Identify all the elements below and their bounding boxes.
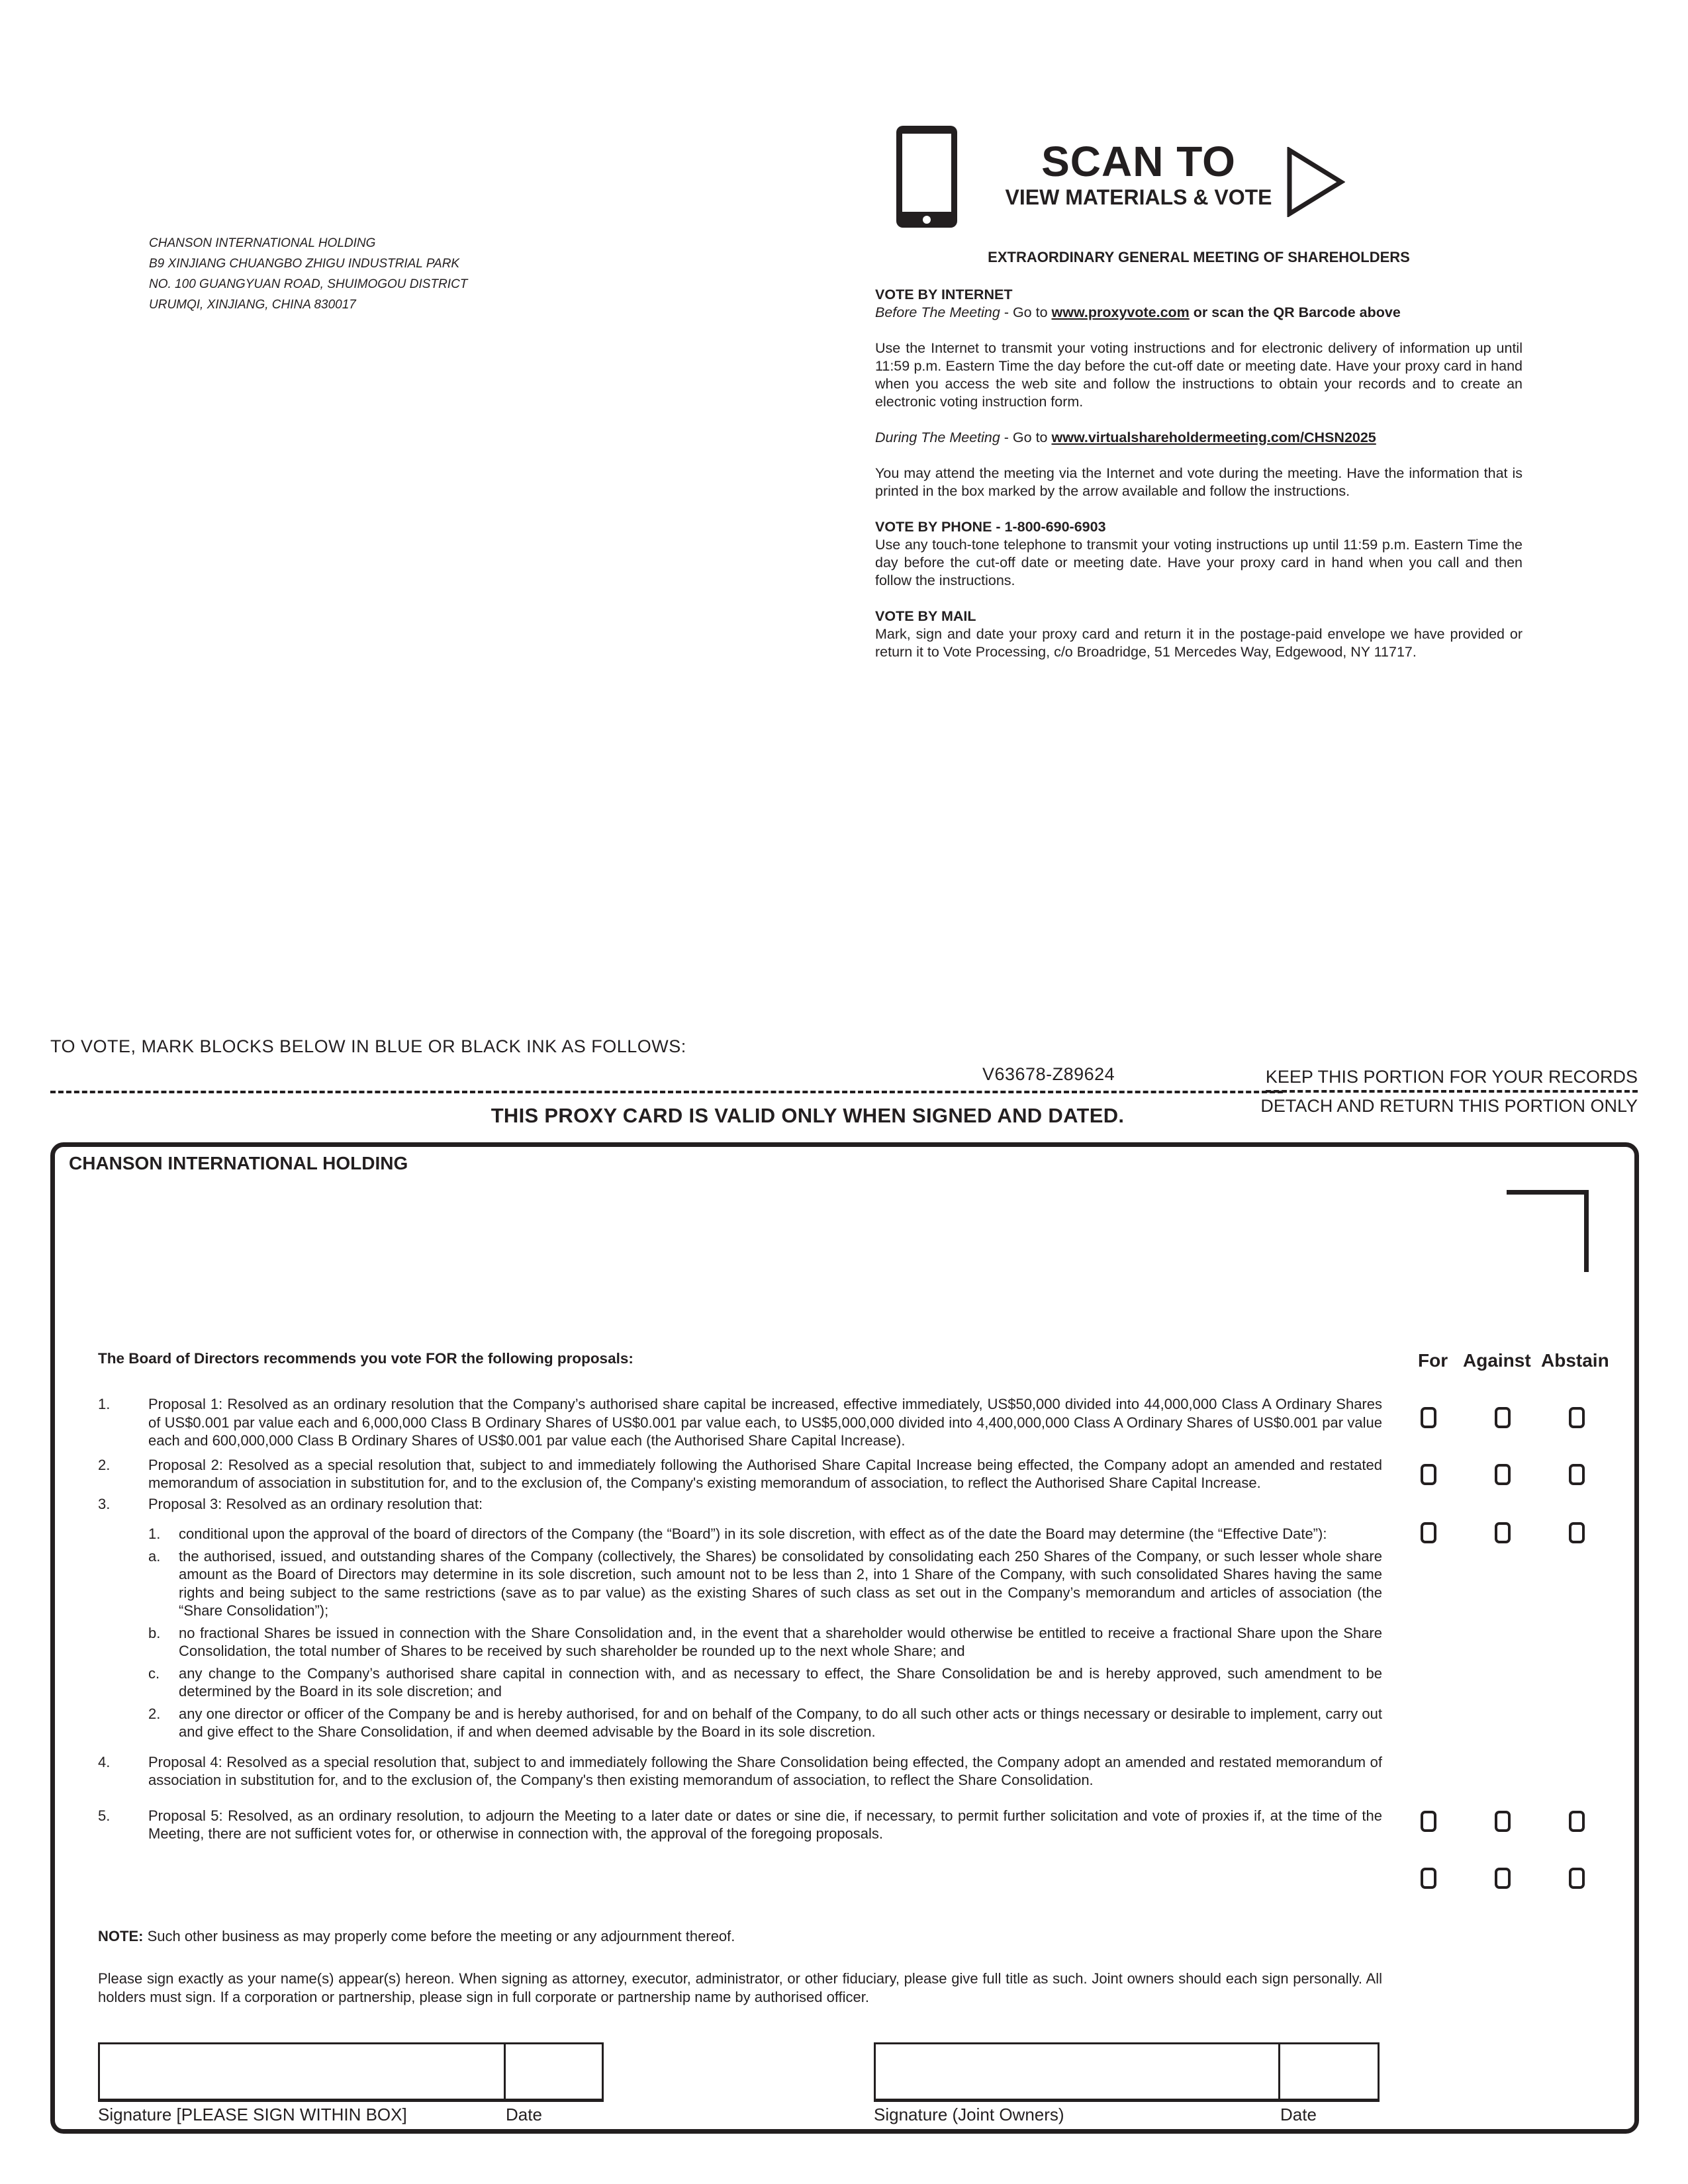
proposal3-subitem bbox=[98, 1624, 1382, 1661]
subitem-text: no fractional Shares be issued in connection with the Share Consolidation and, in the event that a shareholder would otherwise be entitled to receive a fractional Share upon the Share Consolidation, the total number of Shares to be received by such shareholder be rounded up to the next whole Share; and bbox=[179, 1624, 1382, 1659]
note-label: NOTE: bbox=[98, 1928, 144, 1944]
proposal-text: Proposal 2: Resolved as a special resolution that, subject to and immediately following the Authorised Share Capital Increase being effected, the Company adopt an amended and restated memorandum of association in substitution for, and to the exclusion of, the Company's existing memorandum of association, to reflect the Authorised Share Capital Increase. bbox=[148, 1456, 1382, 1491]
subitem-number: 1. bbox=[148, 1525, 161, 1542]
qr-instruction: or scan the QR Barcode above bbox=[1189, 304, 1401, 320]
subitem-text: any change to the Company’s authorised share capital in connection with, and as necessary to effect, the Share Consolidation be and is hereby approved, such amendment to be determined by the Board in its sole discretion; and bbox=[179, 1664, 1382, 1700]
proposal3-subitem bbox=[98, 1705, 1382, 1741]
card-company-name: CHANSON INTERNATIONAL HOLDING bbox=[69, 1153, 408, 1173]
proposal3-against-checkbox[interactable] bbox=[1495, 1522, 1511, 1543]
proposal2-for-checkbox[interactable] bbox=[1421, 1464, 1436, 1485]
note-text: Such other business as may properly come before the meeting or any adjournment thereof. bbox=[143, 1928, 735, 1944]
proposal-number: 2. bbox=[98, 1456, 111, 1473]
subitem-text: the authorised, issued, and outstanding shares of the Company (collectively, the Shares) be consolidated by consolidating each 250 Shares of the Company, or such lesser whole share amount as the Board of Directors may determine in its sole discretion, such amount not to be less than 2, into 1 Share of the Company, with such consolidated Shares having the same rights and being subject to the same restrictions (save as to par value) as the existing Shares of such class as set out in the Company’s memorandum and articles of association (the “Share Consolidation”); bbox=[179, 1547, 1382, 1619]
phone-text: Use any touch-tone telephone to transmit your voting instructions up until 11:59 p.m. Eastern Time the day before the cut-off date or meeting date. Have your proxy card in hand when you call and then follow the instructions. bbox=[875, 537, 1523, 588]
proposal-item bbox=[98, 1495, 1382, 1514]
valid-notice: THIS PROXY CARD IS VALID ONLY WHEN SIGNED AND DATED. bbox=[491, 1104, 1125, 1127]
mail-text: Mark, sign and date your proxy card and return it in the postage-paid envelope we have provided or return it to Vote Processing, c/o Broadridge, 51 Mercedes Way, Edgewood, NY 11717. bbox=[875, 626, 1523, 660]
proposal-text: Proposal 1: Resolved as an ordinary resolution that the Company’s authorised share capital be increased, effective immediately, US$50,000 divided into 44,000,000 Class A Ordinary Shares of US$0.001 par value each and 6,000,000 Class B Ordinary Shares of US$0.001 par value each, to US$5,000,000 divided into 4,400,000,000 Class A Ordinary Shares of US$0.001 par value each and 600,000,000 Class B Ordinary Shares of US$0.001 par value each (the Authorised Share Capital Increase). bbox=[148, 1396, 1382, 1449]
proposal-item bbox=[98, 1753, 1382, 1790]
proposal3-subitem bbox=[98, 1664, 1382, 1701]
joint-signature-box[interactable] bbox=[874, 2042, 1280, 2102]
proxyvote-link[interactable]: www.proxyvote.com bbox=[1051, 304, 1190, 320]
subitem-number: c. bbox=[148, 1664, 160, 1682]
scan-title: SCAN TO bbox=[1041, 138, 1236, 185]
proposal5-for-checkbox[interactable] bbox=[1421, 1868, 1436, 1889]
subitem-number: 2. bbox=[148, 1705, 161, 1722]
column-abstain: Abstain bbox=[1541, 1350, 1609, 1371]
before-goto: - Go to bbox=[1000, 304, 1052, 320]
proposal4-for-checkbox[interactable] bbox=[1421, 1811, 1436, 1832]
proposal3-subitem bbox=[98, 1525, 1382, 1543]
address-line: B9 XINJIANG CHUANGBO ZHIGU INDUSTRIAL PARK bbox=[149, 257, 460, 271]
before-meeting-label: Before The Meeting bbox=[875, 304, 1000, 320]
proposal-text: Proposal 3: Resolved as an ordinary resolution that: bbox=[148, 1495, 483, 1512]
internet-text: Use the Internet to transmit your voting instructions and for electronic delivery of information up until 11:59 p.m. Eastern Time the day before the cut-off date or meeting date. Have your proxy card in hand when you access the web site and follow the instructions to obtain your records and to create an electronic voting instruction form. bbox=[875, 340, 1523, 410]
during-goto: - Go to bbox=[1000, 430, 1052, 445]
proposal-text: Proposal 4: Resolved as a special resolution that, subject to and immediately following the Share Consolidation being effected, the Company adopt an amended and restated memorandum of association in substitution for, and to the exclusion of, the Company's then existing memorandum of association, to reflect the Share Consolidation. bbox=[148, 1753, 1382, 1788]
return-address bbox=[149, 233, 612, 315]
proposals-list bbox=[98, 1395, 1382, 1843]
proposal1-abstain-checkbox[interactable] bbox=[1569, 1407, 1585, 1428]
subitem-text: any one director or officer of the Company be and is hereby authorised, for and on behalf of the Company, to do all such other acts or things necessary or desirable to implement, carry out and give effect to the Share Consolidation, if and when deemed advisable by the Board in its sole discretion. bbox=[179, 1705, 1382, 1740]
proposal5-against-checkbox[interactable] bbox=[1495, 1868, 1511, 1889]
corner-mark bbox=[1507, 1190, 1589, 1272]
proposal1-against-checkbox[interactable] bbox=[1495, 1407, 1511, 1428]
during-meeting-text: You may attend the meeting via the Internet and vote during the meeting. Have the information that is printed in the box marked by the arrow available and follow the instructions. bbox=[875, 465, 1523, 499]
during-meeting-line bbox=[875, 429, 1523, 447]
before-meeting-line bbox=[875, 304, 1523, 322]
joint-signature-label: Signature (Joint Owners) bbox=[874, 2105, 1064, 2124]
internet-heading: VOTE BY INTERNET bbox=[875, 287, 1013, 302]
signature-label: Signature [PLEASE SIGN WITHIN BOX] bbox=[98, 2105, 407, 2124]
detach-line bbox=[50, 1091, 1283, 1093]
mark-instructions: TO VOTE, MARK BLOCKS BELOW IN BLUE OR BLACK INK AS FOLLOWS: bbox=[50, 1036, 686, 1056]
signing-instructions: Please sign exactly as your name(s) appear(s) hereon. When signing as attorney, executor, administrator, or other fiduciary, please give full title as such. Joint owners should each sign personally. All holders must sign. If a corporation or partnership, please sign in full corporate or partnership name by authorised officer. bbox=[98, 1970, 1382, 2005]
during-meeting-label: During The Meeting bbox=[875, 430, 1000, 445]
column-for: For bbox=[1418, 1350, 1448, 1371]
proposal-item bbox=[98, 1456, 1382, 1492]
address-line: NO. 100 GUANGYUAN ROAD, SHUIMOGOU DISTRICT bbox=[149, 277, 468, 291]
date-label: Date bbox=[506, 2105, 542, 2124]
signature-box[interactable] bbox=[98, 2042, 506, 2102]
proposal3-subitem bbox=[98, 1547, 1382, 1620]
proposal-number: 4. bbox=[98, 1753, 111, 1770]
proposal-number: 3. bbox=[98, 1495, 111, 1512]
proposal-number: 1. bbox=[98, 1396, 111, 1412]
address-line: URUMQI, XINJIANG, CHINA 830017 bbox=[149, 298, 356, 312]
subitem-number: b. bbox=[148, 1624, 161, 1641]
proposal-text: Proposal 5: Resolved, as an ordinary resolution, to adjourn the Meeting to a later date or dates or sine die, if necessary, to permit further solicitation and vote of proxies if, at the time of the Meeting, there are not sufficient votes for, or otherwise in connection with, the approval of the foregoing proposals. bbox=[148, 1807, 1382, 1842]
proposal4-against-checkbox[interactable] bbox=[1495, 1811, 1511, 1832]
subitem-text: conditional upon the approval of the board of directors of the Company (the “Board”) in its sole discretion, with effect as of the date the Board may determine (the “Effective Date”): bbox=[179, 1525, 1327, 1542]
proposal3-for-checkbox[interactable] bbox=[1421, 1522, 1436, 1543]
proposal2-abstain-checkbox[interactable] bbox=[1569, 1464, 1585, 1485]
detach-return-label: DETACH AND RETURN THIS PORTION ONLY bbox=[1260, 1096, 1638, 1116]
board-recommendation: The Board of Directors recommends you vote FOR the following proposals: bbox=[98, 1350, 633, 1367]
phone-heading: VOTE BY PHONE - 1-800-690-6903 bbox=[875, 519, 1106, 535]
joint-date-label: Date bbox=[1280, 2105, 1317, 2124]
note bbox=[98, 1927, 1382, 1946]
proposal3-abstain-checkbox[interactable] bbox=[1569, 1522, 1585, 1543]
proposal5-abstain-checkbox[interactable] bbox=[1569, 1868, 1585, 1889]
proposal4-abstain-checkbox[interactable] bbox=[1569, 1811, 1585, 1832]
proposal2-against-checkbox[interactable] bbox=[1495, 1464, 1511, 1485]
address-line: CHANSON INTERNATIONAL HOLDING bbox=[149, 236, 376, 250]
mail-heading: VOTE BY MAIL bbox=[875, 608, 976, 624]
scan-subtitle: VIEW MATERIALS & VOTE bbox=[1005, 185, 1272, 209]
proposal1-for-checkbox[interactable] bbox=[1421, 1407, 1436, 1428]
voting-instructions bbox=[875, 245, 1523, 661]
meeting-title: EXTRAORDINARY GENERAL MEETING OF SHAREHOLDERS bbox=[988, 249, 1410, 265]
virtual-meeting-link[interactable]: www.virtualshareholdermeeting.com/CHSN2025 bbox=[1051, 430, 1376, 445]
joint-date-box[interactable] bbox=[1280, 2042, 1380, 2102]
proposal-number: 5. bbox=[98, 1807, 111, 1824]
keep-portion-label: KEEP THIS PORTION FOR YOUR RECORDS bbox=[1266, 1067, 1638, 1093]
date-box[interactable] bbox=[506, 2042, 604, 2102]
play-arrow-icon bbox=[1286, 147, 1345, 217]
proposal-item bbox=[98, 1807, 1382, 1843]
subitem-number: a. bbox=[148, 1547, 161, 1565]
control-number: V63678-Z89624 bbox=[982, 1064, 1115, 1084]
column-against: Against bbox=[1463, 1350, 1531, 1371]
mobile-phone-icon bbox=[895, 124, 959, 229]
proposal-item bbox=[98, 1395, 1382, 1450]
